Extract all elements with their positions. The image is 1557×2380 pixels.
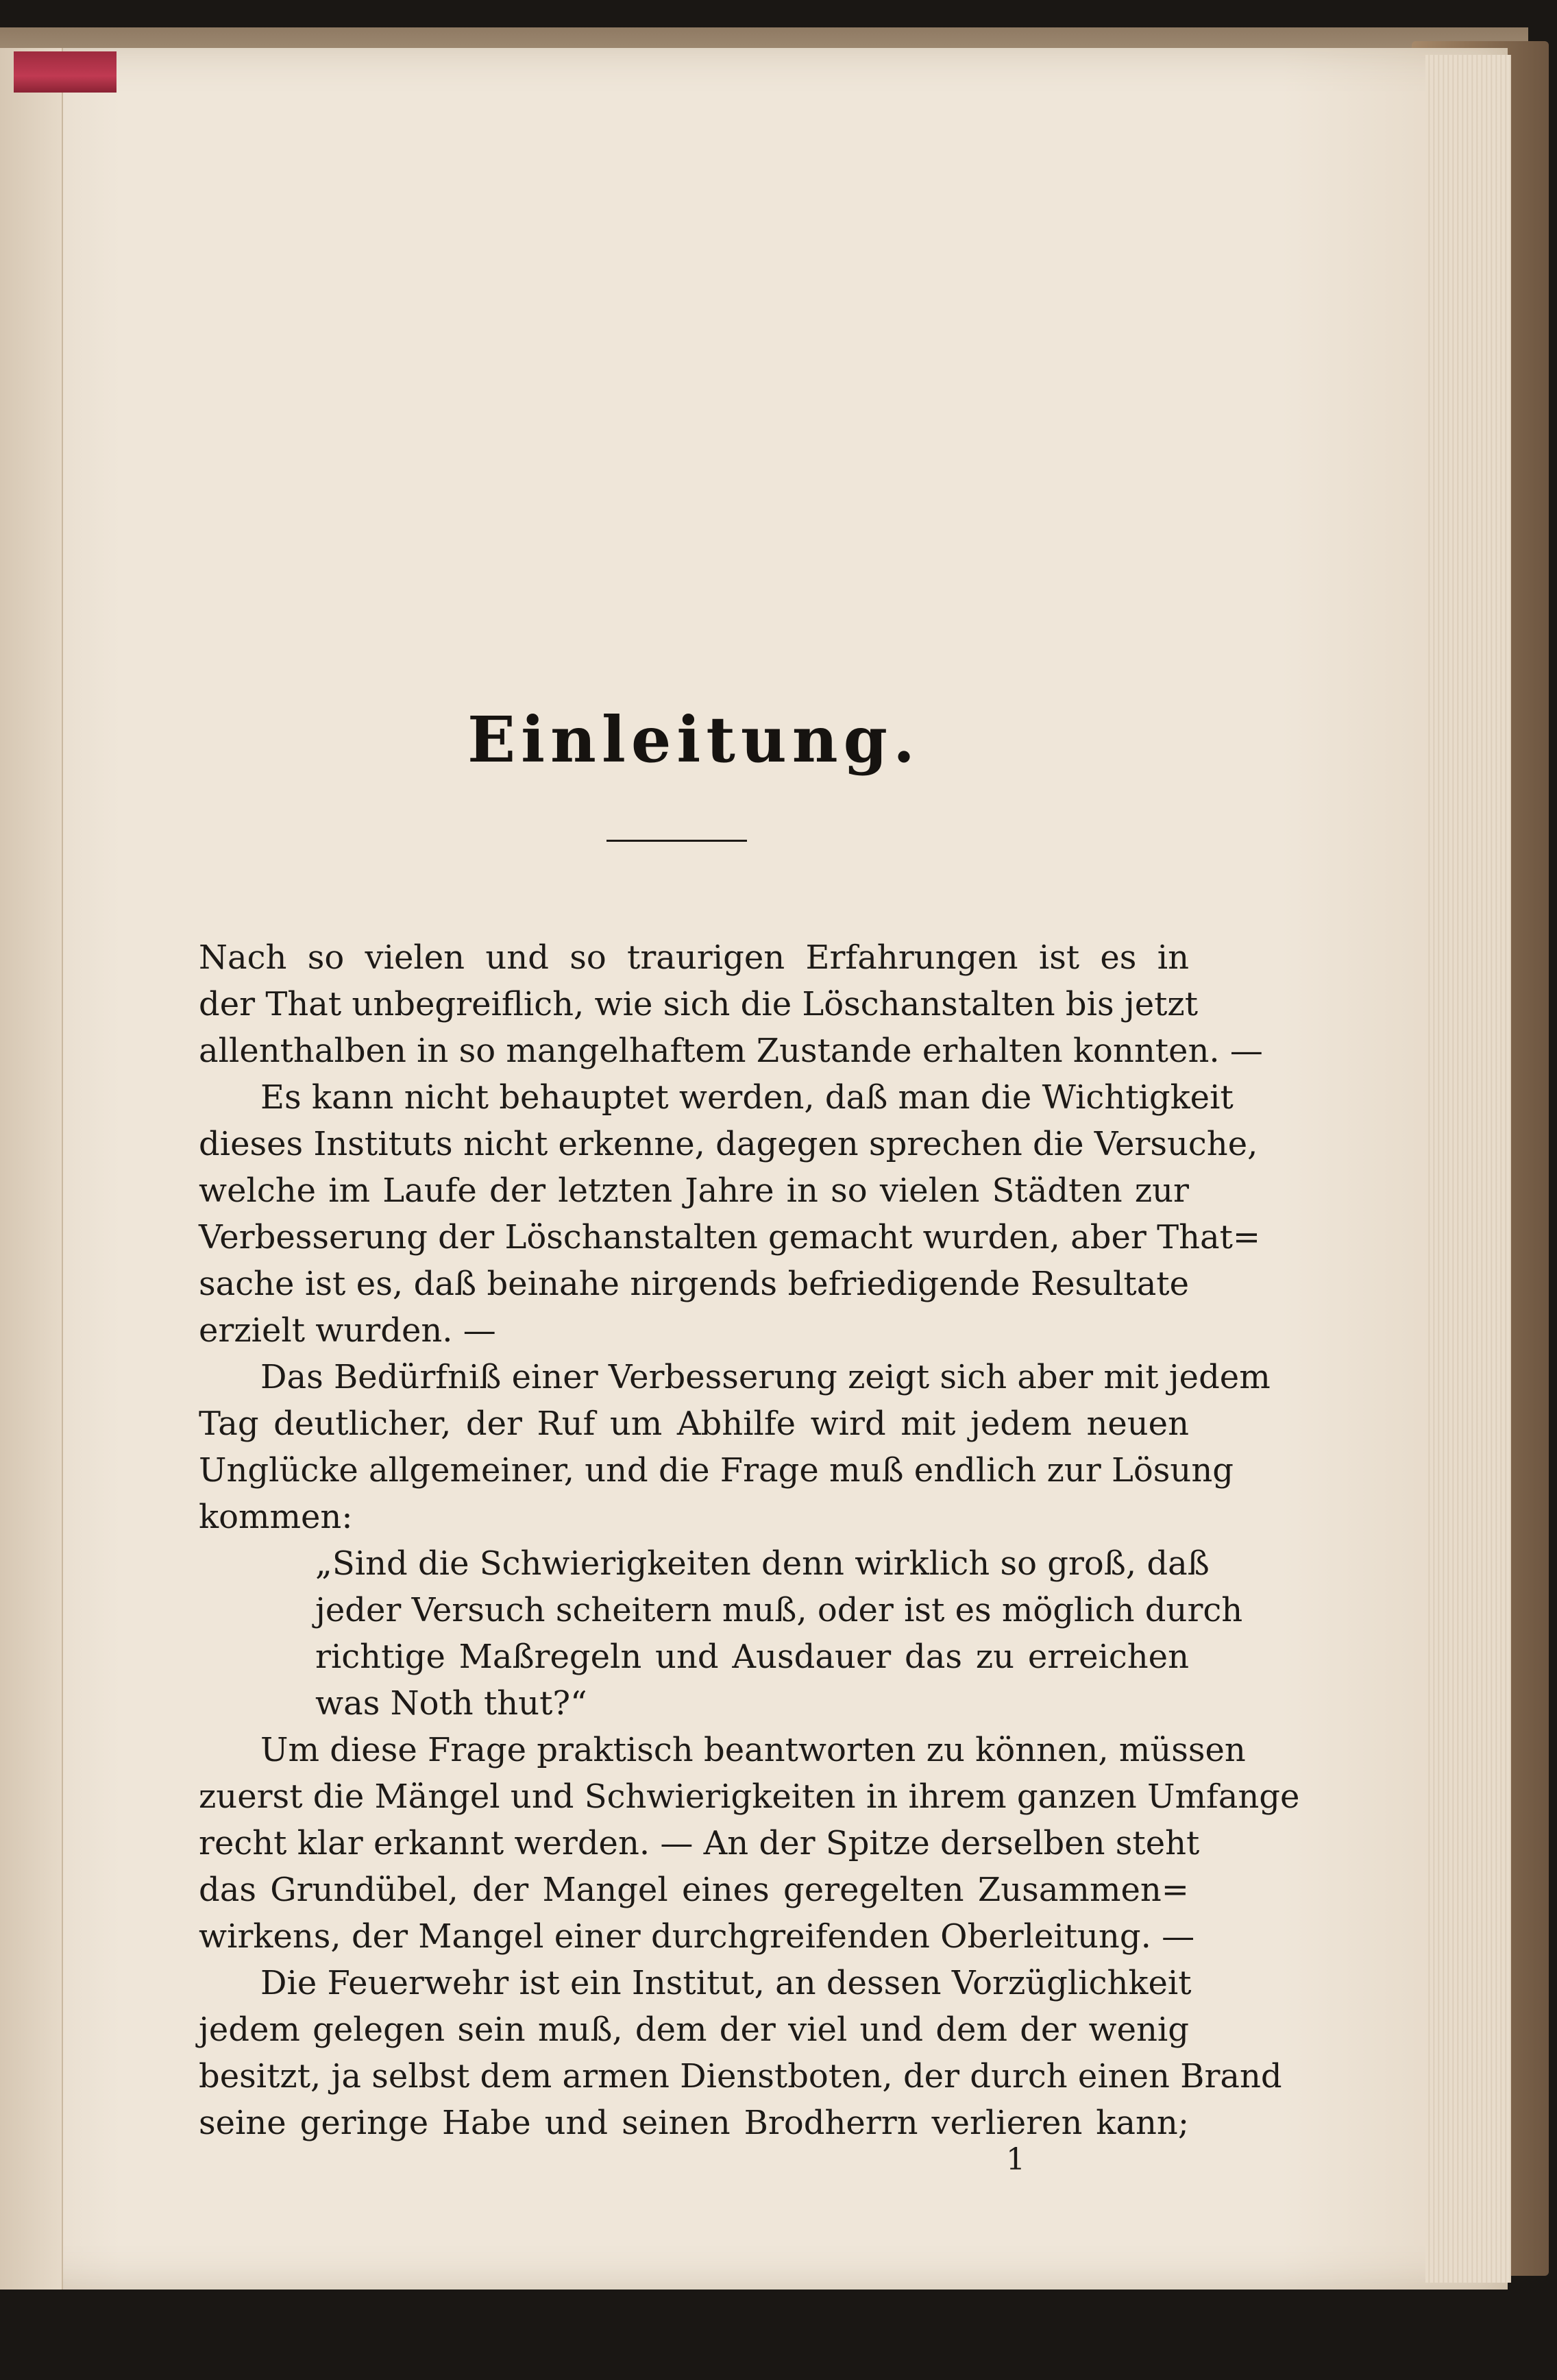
quote-line: was Noth thut?“ <box>315 1684 587 1723</box>
page-number: 1 <box>1006 2142 1025 2177</box>
body-text <box>199 934 1300 2146</box>
quote-line: jeder Versuch scheitern muß, oder ist es möglich durch <box>315 1591 1243 1629</box>
text-line: seine geringe Habe und seinen Brodherrn verlieren kann; <box>199 2104 1189 2142</box>
text-line: allenthalben in so mangelhaftem Zustande erhalten konnten. — <box>199 1032 1263 1070</box>
text-line: Verbesserung der Löschanstalten gemacht wurden, aber That= <box>199 1218 1261 1256</box>
text-line: erzielt wurden. — <box>199 1311 496 1350</box>
text-line: wirkens, der Mangel einer durchgreifenden Oberleitung. — <box>199 1917 1195 1956</box>
text-line: dieses Instituts nicht erkenne, dagegen sprechen die Versuche, <box>199 1125 1258 1163</box>
quote-line: „Sind die Schwierigkeiten denn wirklich so groß, daß <box>315 1544 1210 1583</box>
chapter-title: Einleitung. <box>467 703 921 777</box>
text-line: Die Feuerwehr ist ein Institut, an dessen Vorzüglichkeit <box>260 1964 1192 2002</box>
bookmark-ribbon <box>14 51 117 93</box>
text-line: Nach so vielen und so traurigen Erfahrungen ist es in <box>199 938 1189 977</box>
text-line: welche im Laufe der letzten Jahre in so vielen Städten zur <box>199 1171 1189 1210</box>
text-line: Unglücke allgemeiner, und die Frage muß endlich zur Lösung <box>199 1451 1234 1490</box>
text-line: Um diese Frage praktisch beantworten zu können, müssen <box>260 1731 1246 1769</box>
page <box>0 48 1508 2290</box>
text-line: sache ist es, daß beinahe nirgends befriedigende Resultate <box>199 1265 1189 1303</box>
page-gutter <box>0 48 63 2290</box>
text-line: Tag deutlicher, der Ruf um Abhilfe wird mit jedem neuen <box>199 1405 1189 1443</box>
text-line: besitzt, ja selbst dem armen Dienstboten, der durch einen Brand <box>199 2057 1282 2096</box>
text-line: recht klar erkannt werden. — An der Spitze derselben steht <box>199 1824 1200 1862</box>
quote-line: richtige Maßregeln und Ausdauer das zu erreichen <box>315 1638 1189 1676</box>
text-line: Das Bedürfniß einer Verbesserung zeigt sich aber mit jedem <box>260 1358 1271 1396</box>
text-line: der That unbegreiflich, wie sich die Löschanstalten bis jetzt <box>199 985 1198 1023</box>
text-line: Es kann nicht behauptet werden, daß man die Wichtigkeit <box>260 1078 1234 1117</box>
title-underline-rule <box>606 840 747 842</box>
text-line: zuerst die Mängel und Schwierigkeiten in ihrem ganzen Umfange <box>199 1777 1300 1816</box>
text-line: kommen: <box>199 1498 353 1536</box>
text-line: jedem gelegen sein muß, dem der viel und dem der wenig <box>199 2011 1189 2049</box>
page-stack-edge <box>1425 55 1511 2283</box>
scan-background <box>0 2290 1557 2380</box>
text-line: das Grundübel, der Mangel eines geregelten Zusammen= <box>199 1871 1189 1909</box>
